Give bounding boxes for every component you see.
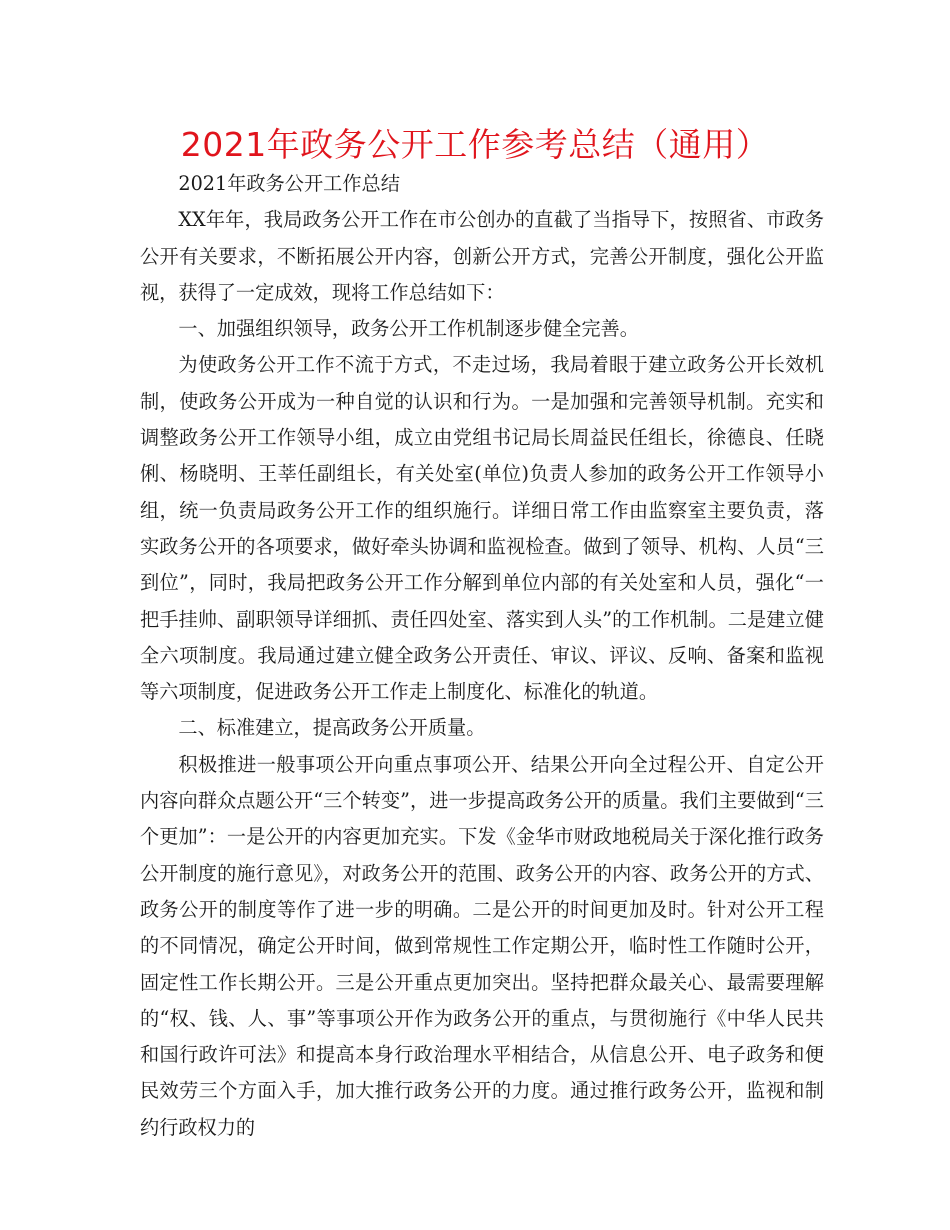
paragraph-subtitle: 2021年政务公开工作总结 [178,172,400,195]
paragraph-section-1: 为使政务公开工作不流于方式，不走过场，我局着眼于建立政务公开长效机制，使政务公开成为一种自觉的认识和行为。一是加强和完善领导机制。充实和调整政务公开工作领导小组，成立由党组书记局长周益民任组长，徐德良、任晓俐、杨晓明、王莘任副组长，有关处室(单位)负责人参加的政务公开工作领导小组，统一负责局政务公开工作的组织施行。详细日常工作由监察室主要负责，落实政务公开的各项要求，做好牵头协调和监视检查。做到了领导、机构、人员“三到位”，同时，我局把政务公开工作分解到单位内部的有关处室和人员，强化“一把手挂帅、副职领导详细抓、责任四处室、落实到人头”的工作机制。二是建立健全六项制度。我局通过建立健全政务公开责任、审议、评议、反响、备案和监视等六项制度，促进政务公开工作走上制度化、标准化的轨道。 [140,353,824,704]
section-heading-1: 一、加强组织领导，政务公开工作机制逐步健全完善。 [178,317,639,341]
paragraph-section-2: 积极推进一般事项公开向重点事项公开、结果公开向全过程公开、自定公开内容向群众点题公开“三个转变”，进一步提高政务公开的质量。我们主要做到“三个更加”：一是公开的内容更加充实。下发《金华市财政地税局关于深化推行政务公开制度的施行意见》，对政务公开的范围、政务公开的内容、政务公开的方式、政务公开的制度等作了进一步的明确。二是公开的时间更加及时。针对公开工程的不同情况，确定公开时间，做到常规性工作定期公开，临时性工作随时公开，固定性工作长期公开。三是公开重点更加突出。坚持把群众最关心、最需要理解的“权、钱、人、事”等事项公开作为政务公开的重点，与贯彻施行《中华人民共和国行政许可法》和提高本身行政治理水平相结合，从信息公开、电子政务和便民效劳三个方面入手，加大推行政务公开的力度。通过推行政务公开，监视和制约行政权力的 [140,752,824,1139]
paragraph-intro: XX年年，我局政务公开工作在市公创办的直截了当指导下，按照省、市政务公开有关要求，不断拓展公开内容，创新公开方式，完善公开制度，强化公开监视，获得了一定成效，现将工作总结如下： [140,208,824,304]
section-heading-2: 二、标准建立，提高政务公开质量。 [178,716,486,740]
document-title: 2021年政务公开工作参考总结（通用） [180,125,770,164]
document-body [140,166,824,1146]
